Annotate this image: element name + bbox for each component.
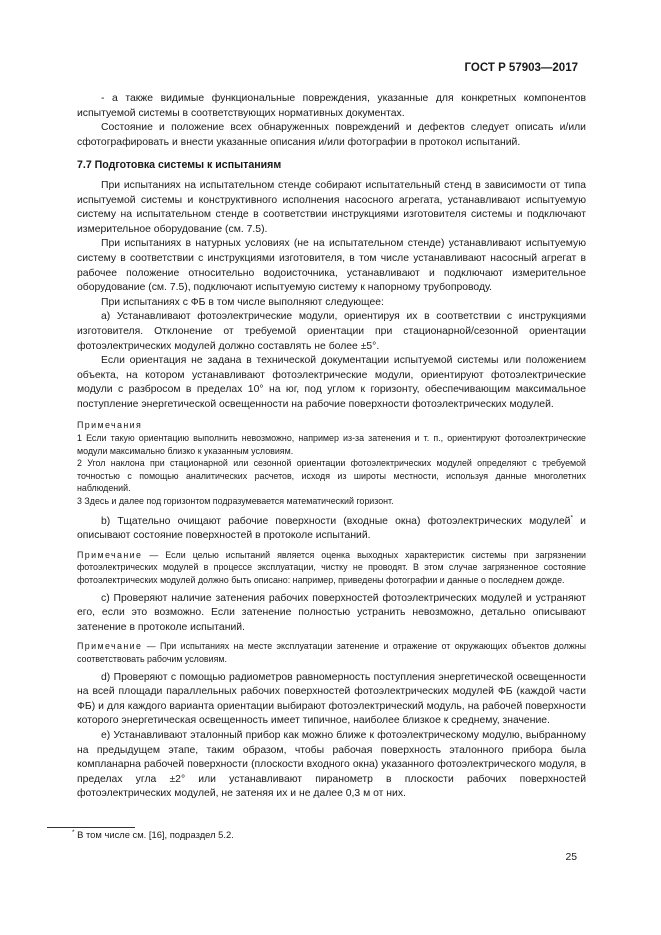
note-2: 2 Угол наклона при стационарной или сезонной ориентации фотоэлектрических модулей определяют с требуемой точностью с помощью аналитических расчетов, исходя из широты местности, используя данные многолетних наблюдений. bbox=[77, 458, 586, 494]
paragraph-item-c: c) Проверяют наличие затенения рабочих поверхностей фотоэлектрических модулей и устраняют его, если это возможно. Если затенение полностью устранить невозможно, детально описывают затенение в протоколе испытаний. bbox=[77, 592, 586, 633]
paragraph-item-a: a) Устанавливают фотоэлектрические модули, ориентируя их в соответствии с инструкциями изготовителя. Отклонение от требуемой ориентации при стационарной/сезонной ориентации фотоэлектрических модулей должно составлять не более ±5°. bbox=[77, 311, 586, 352]
note-shading bbox=[77, 640, 586, 665]
page-number: 25 bbox=[565, 852, 577, 863]
note-cleaning-text: — Если целью испытаний является оценка выходных характеристик системы при загрязнении фотоэлектрических модулей в процессе эксплуатации, чистку не проводят. В этом случае загрязненное состояние фотоэлектрических модулей должно быть описано: например, приведены фотографии и данные о последнем дожде. bbox=[77, 549, 586, 585]
notes-heading: Примечания bbox=[77, 420, 143, 431]
note-cleaning bbox=[77, 549, 586, 587]
note-cleaning-label: Примечание bbox=[77, 549, 143, 560]
paragraph-item-d: d) Проверяют с помощью радиометров равномерность поступления энергетической освещенности на всей площади параллельных рабочих поверхностей фотоэлектрических модулей ФБ (каждой части ФБ) и для каждого варианта ориентации выбирают фотоэлектрический модуль, на рабочей поверхности которого энергетическая освещенность имеет типичное, наиболее близкое к среднему, значение. bbox=[77, 671, 586, 727]
page-content bbox=[77, 92, 586, 802]
note-3: 3 Здесь и далее под горизонтом подразумевается математический горизонт. bbox=[77, 496, 394, 507]
paragraph-test-bench: При испытаниях на испытательном стенде собирают испытательный стенд в зависимости от типа испытуемой системы и конструктивного исполнения насосного агрегата, устанавливают испытуемую систему на испытательном стенде в соответствии инструкциями изготовителя системы и подключают измерительное оборудование (см. 7.5). bbox=[77, 179, 586, 235]
paragraph-damage-description: Состояние и положение всех обнаруженных повреждений и дефектов следует описать и/или сфотографировать и внести указанные описания и/или фотографии в протокол испытаний. bbox=[77, 122, 586, 148]
note-shading-text: — При испытаниях на месте эксплуатации затенение и отражение от окружающих объектов должны соответствовать рабочим условиям. bbox=[77, 641, 586, 664]
paragraph-item-e: e) Устанавливают эталонный прибор как можно ближе к фотоэлектрическому модулю, выбранному на предыдущем этапе, таким образом, чтобы рабочая поверхность эталонного прибора была компланарна рабочей поверхности (плоскости входного окна) указанного фотоэлектрического модуля, в пределах угла ±2° или устанавливают пиранометр в плоскости рабочих поверхностей фотоэлектрических модулей, не затеняя их и не далее 0,3 м от них. bbox=[77, 729, 586, 800]
item-b-text: b) Тщательно очищают рабочие поверхности (входные окна) фотоэлектрических модулей bbox=[101, 515, 571, 527]
paragraph-orientation: Если ориентация не задана в технической документации испытуемой системы или положением объекта, на котором устанавливают фотоэлектрические модули, ориентируют фотоэлектрические модули с разбросом в пределах 10° на юг, под углом к горизонту, обеспечивающим максимальное поступление энергетической освещенности на рабочие поверхности фотоэлектрических модулей. bbox=[77, 355, 586, 410]
footnote bbox=[72, 828, 234, 841]
item-b-text-end: и описывают состояние поверхностей в протоколе испытаний. bbox=[77, 515, 586, 542]
note-shading-label: Примечание bbox=[77, 641, 143, 652]
footnote-text: В том числе см. [16], подраздел 5.2. bbox=[74, 829, 234, 840]
paragraph-pv-tests: При испытаниях с ФБ в том числе выполняют следующее: bbox=[101, 296, 384, 308]
section-title: 7.7 Подготовка системы к испытаниям bbox=[77, 159, 282, 172]
footnote-ref: * bbox=[570, 514, 574, 522]
standard-header: ГОСТ Р 57903—2017 bbox=[464, 62, 578, 74]
note-1: 1 Если такую ориентацию выполнить невозможно, например из-за затенения и т. п., ориентируют фотоэлектрические модули максимально близко к указанным условиям. bbox=[77, 433, 586, 456]
footnote-mark: * bbox=[72, 828, 75, 836]
paragraph-item-b bbox=[77, 515, 586, 544]
paragraph-visible-damage: - а также видимые функциональные повреждения, указанные для конкретных компонентов испытуемой системы в соответствующих нормативных документах. bbox=[77, 93, 586, 119]
paragraph-field-conditions: При испытаниях в натурных условиях (не на испытательном стенде) устанавливают испытуемую систему в соответствии с инструкциями изготовителя, в том числе устанавливают насосный агрегат в рабочее положение относительно водоисточника, устанавливают и подключают измерительное оборудование (см. 7.5), подключают испытуемую систему к напорному трубопроводу. bbox=[77, 238, 586, 294]
